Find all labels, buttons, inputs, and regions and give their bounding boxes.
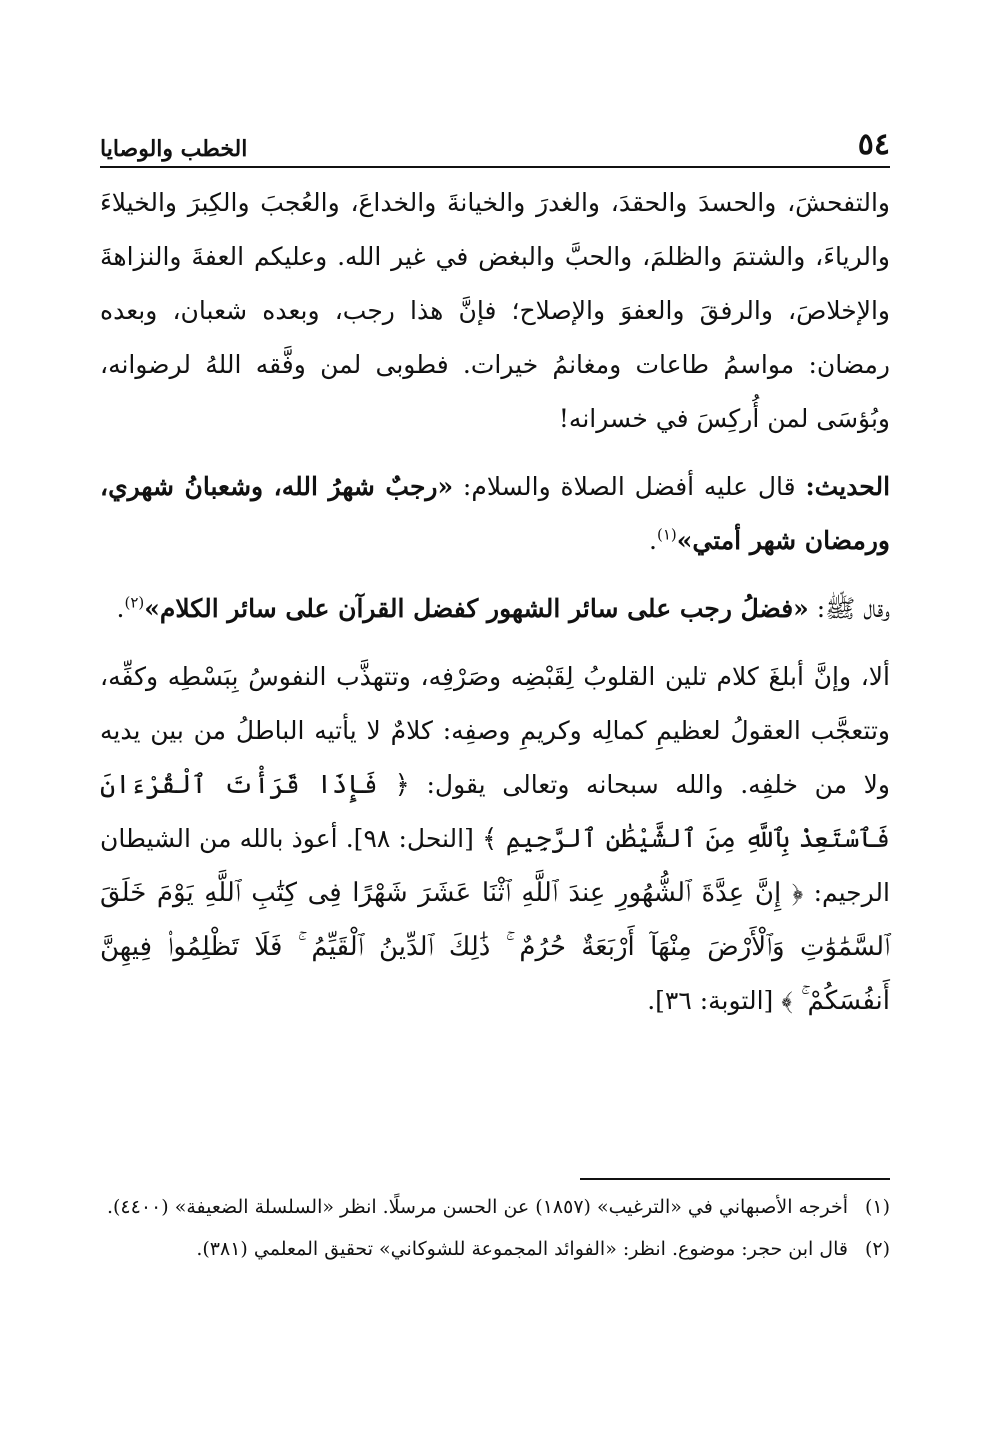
footnote-1: [100, 1188, 890, 1226]
quran-ref-nahl: [النحل: ٩٨]. أعوذ بالله من الشيطان الرجيم:: [100, 824, 890, 907]
paragraph-hadith-1: [100, 460, 890, 568]
footnote-number: (٢): [864, 1238, 890, 1260]
paragraph-1: والتفحشَ، والحسدَ والحقدَ، والغدرَ والخيانةَ والخداعَ، والعُجبَ والكِبرَ والخيلاءَ والرياءَ، والشتمَ والظلمَ، والحبَّ والبغض في غير الله. وعليكم العفةَ والنزاهةَ والإخلاصَ، والرفقَ والعفوَ والإصلاح؛ فإنَّ هذا رجب، وبعده شعبان، وبعده رمضان: مواسمُ طاعات ومغانمُ خيرات. فطوبى لمن وفَّقه اللهُ لرضوانه، وبُؤسَى لمن أُركِسَ في خسرانه!: [100, 188, 891, 433]
hadith-2-intro: وقال ﷺ:: [808, 594, 890, 623]
hadith-intro: قال عليه أفضل الصلاة والسلام:: [453, 472, 806, 501]
page-header: [100, 122, 890, 168]
paragraph-hadith-2: [100, 582, 890, 636]
hadith-2-end: .: [116, 594, 125, 623]
quran-verse-nahl: ﴿ فَإِذَا قَرَأْتَ ٱلْقُرْءَانَ فَٱسْتَعِذْ بِٱللَّهِ مِنَ ٱلشَّيْطَٰنِ ٱلرَّجِيمِ ﴾: [100, 770, 891, 854]
main-text: [100, 176, 890, 1042]
quran-verse-tawba: ﴿ إِنَّ عِدَّةَ ٱلشُّهُورِ عِندَ ٱللَّهِ ٱثْنَا عَشَرَ شَهْرًا فِى كِتَٰبِ ٱللَّهِ يَوْمَ خَلَقَ ٱلسَّمَٰوَٰتِ وَٱلْأَرْضَ مِنْهَآ أَرْبَعَةٌ حُرُمٌ ۚ ذَٰلِكَ ٱلدِّينُ ٱلْقَيِّمُ ۚ فَلَا تَظْلِمُوا۟ فِيهِنَّ أَنفُسَكُمْ ۚ ﴾: [100, 878, 890, 1016]
hadith-quote-2: «فضلُ رجب على سائر الشهور كفضل القرآن على سائر الكلام»: [144, 594, 809, 623]
footnote-ref-2: (٢): [124, 593, 145, 612]
footnote-2: [100, 1230, 890, 1268]
quran-ref-tawba: [التوبة: ٣٦].: [647, 986, 782, 1015]
paragraph-quran: [100, 650, 890, 1028]
footnotes: [100, 1188, 890, 1272]
footnote-ref-1: (١): [657, 525, 677, 544]
hadith-quote-1: «رجبٌ شهرُ الله، وشعبانُ شهري، ورمضان شهر أمتي»: [100, 472, 890, 555]
footnote-text: قال ابن حجر: موضوع. انظر: «الفوائد المجموعة للشوكاني» تحقيق المعلمي (٣٨١).: [196, 1238, 848, 1260]
hadith-1-end: .: [649, 526, 657, 555]
quran-intro-text: ألا، وإنَّ أبلغَ كلام تلين القلوبُ لِقَبْضِه وصَرْفِه، وتتهذَّب النفوسُ بِبَسْطِه وكفِّه، وتتعجَّب العقولُ لعظيمِ كمالِه وكريمِ وصفِه: كلامٌ لا يأتيه الباطلُ من بين يديه ولا من خلفِه. والله سبحانه وتعالى يقول:: [100, 662, 890, 799]
footnote-number: (١): [864, 1196, 890, 1218]
page-number: ٥٤: [857, 127, 890, 162]
footnote-text: أخرجه الأصبهاني في «الترغيب» (١٨٥٧) عن الحسن مرسلًا. انظر «السلسلة الضعيفة» (٤٤٠٠).: [106, 1196, 848, 1218]
footnote-divider: [580, 1178, 890, 1180]
hadith-label: الحديث:: [805, 472, 891, 501]
running-title: الخطب والوصايا: [100, 136, 248, 162]
